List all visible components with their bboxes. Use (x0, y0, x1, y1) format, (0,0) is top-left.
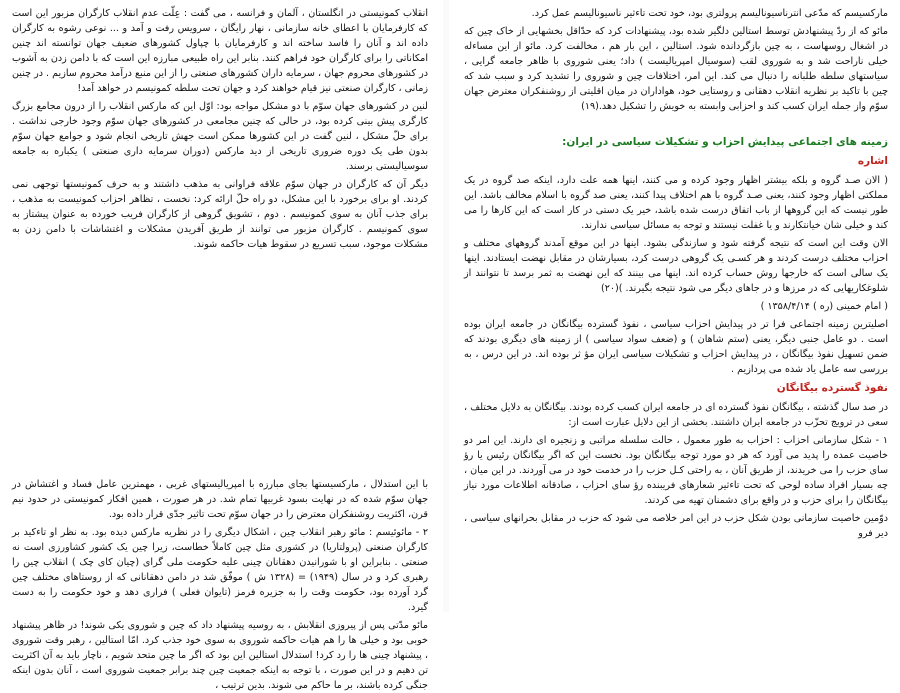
left-page (0, 0, 440, 691)
paragraph: ۲ - مائوئيسم : مائو رهبر انقلاب چين ، اشكال ديگری را در نظريه ماركس ديده بود. به نظر او تاءكيد بر كارگران صنعتی (پرولتاريا) در كشوری مثل چين كاملاً خطاست، زيرا چين يک كشور كشاورزی است نه صنعتی . بنابراين او با شورانيدن دهقانان چينی عليه حكومت ملی گرای (چيان كای چک ) انقلاب چين را رهبری كرد و در سال (۱۹۴۹) = (۱۳۲۸ ش ) موفّق شد در دامن دهقانانی كه از روستاهای مختلف چين گرد آورده بود، حكومت وقت را به جزيره فرمز (تايوان فعلی ) فراری دهد و خود حكومت را به دست گيرد. (12, 527, 429, 613)
paragraph: لنين در كشورهای جهان سوّم با دو مشكل مواجه بود: اوّل اين كه ماركس انقلاب را از درون مجامع بزرگ كارگری پيش بينی كرده بود، در حالی كه چنين مجامعی در كشورهای جهان سوّم وجود خارجی نداشت . برای حلّ مشكل ، لنين گفت در اين كشورها ممكن است جهش تاريخی انجام شود و جوامع جهان سوّم بدون طی يک دوره ضروری تاريخی از دید ماركس (دوران سرمايه داری صنعتی ) يكباره به جامعه سوسياليستی برسند. (12, 101, 428, 172)
right-page (452, 0, 900, 612)
page-gutter (443, 0, 449, 612)
quote-paragraph: ( الان صـد گروه و بلكه بيشتر اظهار وجود كرده و می كنند، اينها همه علت دارد، اينكه صد گروه در يک مملكتی اظهار وجود كنند، يعنی صـد گروه با هم اختلاف پيدا كنند، يعنی صد گروه با اسلام مخالف باشد. اين طور نيست كه اين گروهها از باب اتفاق درست شده باشد، خير يک دستی در كار است كه اين كارها را می كند و خيلی شان خيانتكارند و يا غفلت نيستند و توجه به مسائل سياسی ندارند. (464, 175, 888, 231)
paragraph: مائو كه از ردّ پيشنهادش توسط استالين دلگير شده بود، پيشنهادات كرد كه حدّاقل بخشهايی از خاک چين كه در اشغال روسهاست ، به چين بازگردانده شود. استالين ، اين بار هم ، مخالفت كرد. مائو از اين مساءله خيلی ناراحت شد و به شوروی لقب (سوسيال امپرياليست ) داد؛ يعنی شوروی با ظاهر جامعه گرايی ، سياستهای سلطه طلبانه را دنبال می كند. اين امر، اختلافات چين و شوروی را تشديد كرد و سبب شد كه چين با تاكيد بر نظريه انقلاب دهقانی و روستايی خود، هواداران در ميان اقليتی از روشنفكران معترض جهان سوّم واز جمله ايران كسب كند و احزابی وابسته به خويش را تشكيل دهد.(۱۹) (464, 26, 888, 112)
quote-source: ( امام خمينی (ره ) ۱۳۵۸/۴/۱۴ ) (760, 301, 888, 312)
quote-paragraph: الان وقت اين است كه نتيجه گرفته شود و سازندگی بشود. اينها در اين موقع آمدند گروههای مختلف و احزاب مختلف درست كردند و هر كسـی يک گروهی درست كرد، بسيارشان در مقابل نهضت ايستادند. اينها يک سالی است كه خارجها روش حساب كرده اند. اينها می بينند كه اين نهضت به ثمر برسد تا نتوانند از شلوغكاريهايی كه در مرزها و در جاهای ديگر می شود نتيجه بگيرند. )(۲۰) (464, 238, 888, 294)
section-heading: زمينه های اجتماعی پيدايش احزاب و تشكيلات سياسی در ايران: (562, 136, 888, 148)
spacer (464, 117, 888, 131)
paragraph: مائو مدّتی پس از پيروزی انقلابش ، به روسيه پيشنهاد داد كه چين و شوروی يكی شوند! در ظاهر پيشنهاد خوبی بود و خيلی ها را هم هيات حاكمه شوروی به سوی خود جذب كرد. امّا استالين ، رهبر وقت شوروی ، پيشنهاد چينی ها را رد كرد! استدلال استالين اين بود كه اگر ما چين متحد شويم ، ناچار بايد به آن اكثريت تن دهيم و در اين صورت ، با توجه به اينكه جمعيت چين چند برابر جمعيت شوروی است ، آنان بدون اينكه جنگی كرده باشند، بر ما حاكم می شوند. بدين ترتيب ، (12, 620, 428, 691)
paragraph: ديگر آن كه كارگران در جهان سوّم علاقه فراوانی به مذهب داشتند و به حرف كمونيستها توجهی نمی كردند. او برای برخورد با اين مشكل، دو راه حلّ ارائه كرد: نخست ، تظاهر احزاب كمونيست به مذهب ، برای جذب آنان به سوی كمونيسم . دوم ، تشويق گروهی از كارگران فريب خورده به عنوان پيشتاز به سوی كمونيسم . كارگران مزبور می توانند از طريق آفريدن مشكلات و اغتشاشات با دامن زدن به مشكلات موجود، سبب تسريع در سقوط هيات حاكمه شوند. (12, 179, 428, 250)
paragraph: اصلیترين زمينه اجتماعی فرا تر در پيدايش احزاب سياسی ، نفوذ گسترده بيگانگان در جامعه ايران بوده است . دو عامل جنبی ديگر، يعنی (ستم شاهان ) و (ضعف سواد سياسی ) از زمينه های ديگری بودند كه ضمن تسهيل نفوذ بيگانگان ، در پيدايش احزاب و تشكيلات سياسی ايران مؤ ثر بوده اند. در اين درس ، به بررسی سه عامل ياد شده می پردازيم . (464, 319, 888, 375)
paragraph: ماركسيسم كه مدّعی انترناسيوناليسم پرولتری بود، خود تحت تاءثير ناسيوناليسم عمل كرد. (531, 8, 888, 19)
paragraph: انقلاب كمونيستی در انگلستان ، آلمان و فرانسه ، می گفت : عِلّت عدم انقلاب كارگران مزبور اين است كه كارفرمايان با اعطای خانه سازمانی ، نهار رايگان ، سرويس رفت و آمد و ... نوعی رشوه به كارگران داده اند و آنان را فاسد ساخته اند و كارفرمايان با چپاول كشورهای ضعيف جهان توانسته اند چنين امكاناتی را برای كارگران خود فراهم كنند. بنابر اين راه طبيعی مبارزه اين است كه با دامن زدن به آشوب در كشورهای محروم جهان ، سرمايه داران كشورهای صنعتی را از اين منبع درآمد محروم سازيم . در چنين زمانی ، كارگران صنعتی نيز قيام خواهند كرد و جهان تحت سلطه كمونيسم در خواهد آمد! (12, 8, 428, 94)
subsection-heading: نفوذ گسترده بيگانگان (776, 382, 888, 394)
paragraph: با اين استدلال ، ماركسيستها بجای مبارزه با امپرياليستهای غربی ، مهمترين عامل فساد و اغتشاش در جهان سوّم شده كه در نهايت بسود غربيها تمام شد. در هر صورت ، همين افكار كمونيستی در حدود نيم قرن، اكثريت روشنفكران معترض را در جهان سوّم تحت تاثير جدّی قرار داده بود. (12, 479, 428, 520)
paragraph: در صد سال گذشته ، بيگانگان نفوذ گسترده ای در جامعه ايران كسب كرده بودند. بيگانگان به دلايل مختلف ، سعی در ترويج تحزّب در جامعه ايران داشتند. بخشی از اين دلايل عبارت است از: (464, 402, 888, 428)
paragraph: ۱ - شكل سازمانی احزاب : احزاب به طور معمول ، حالت سلسله مراتبی و زنجيره ای دارند. اين امر دو خاصيت عمده را پديد می آورد كه هر دو مورد توجه بيگانگان بود. نخست اين كه اگر بيگانگان رئيس يا رؤ سای حزب را می خريدند، از طريق آنان ، به راحتی كـل حزب را در خدمت خود در می آوردند. در اين ميان ، چه بسيار افراد ساده لوحی كه تحت تاءثير شعارهای فريبنده رؤ سای احزاب ، صادقانه اطلاعات مورد نياز بيگانگان را برای حزب و در واقع برای دشمنان تهيه می كردند. (464, 435, 888, 506)
blank-space (12, 255, 428, 477)
subsection-heading: اشاره (857, 155, 888, 167)
paragraph: دوّمين خاصيت سازمانی بودن شكل حزب در اين امر خلاصه می شود كه حزب در مقابل بحرانهای سياسی ، دير فرو (464, 513, 888, 539)
